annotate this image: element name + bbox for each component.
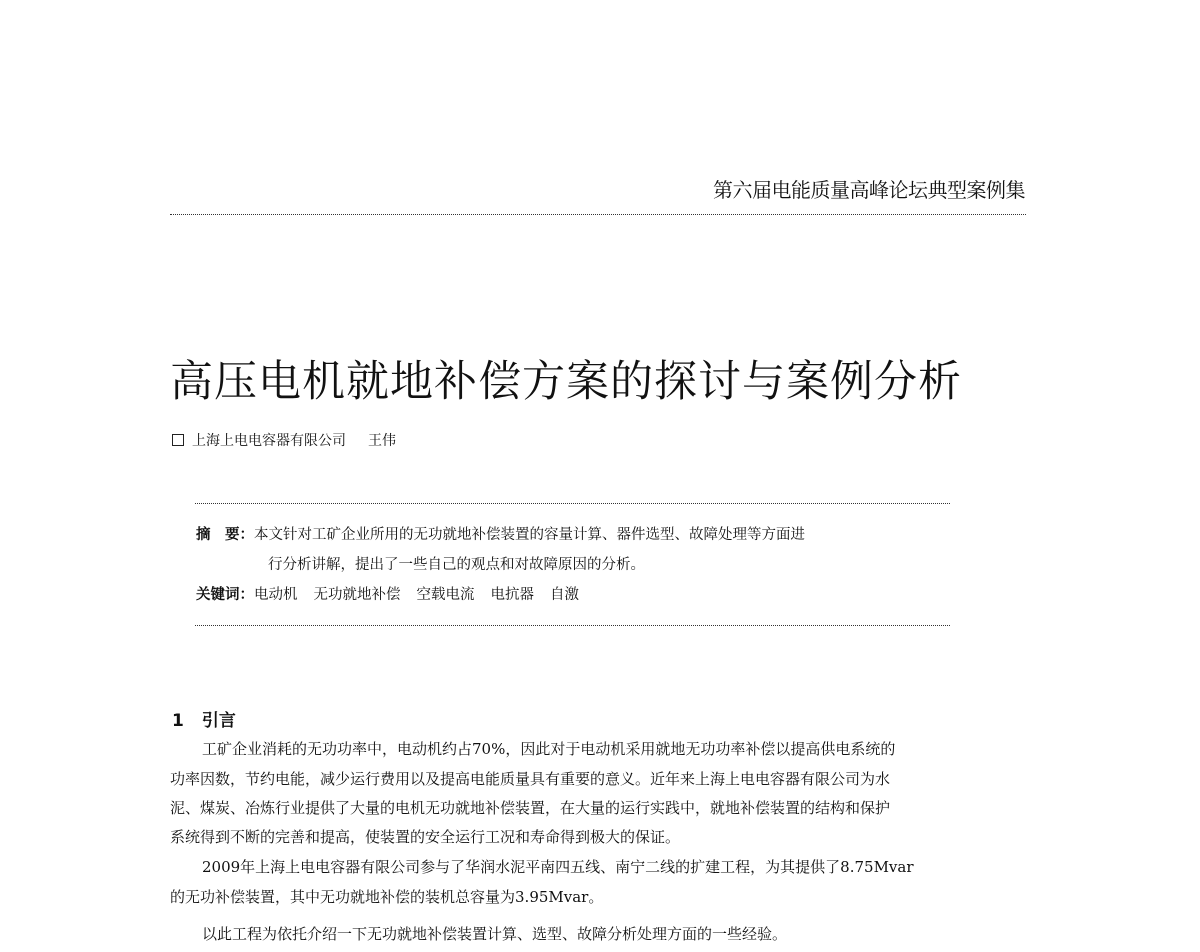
- keywords-label: 关键词：: [196, 587, 254, 603]
- abstract-line-1: [196, 523, 805, 544]
- author-affiliation: 上海上电电容器有限公司: [192, 433, 346, 449]
- body-line: 以此工程为依托介绍一下无功就地补偿装置计算、选型、故障分析处理方面的一些经验。: [202, 925, 788, 943]
- header-divider: [170, 214, 1026, 215]
- body-line: 2009年上海上电电容器有限公司参与了华润水泥平南四五线、南宁二线的扩建工程，为其提供了8.75Mvar: [202, 858, 914, 876]
- author-name: 王伟: [368, 433, 396, 449]
- abstract-text: 本文针对工矿企业所用的无功就地补偿装置的容量计算、器件选型、故障处理等方面进: [254, 527, 805, 543]
- body-line: 系统得到不断的完善和提高，使装置的安全运行工况和寿命得到极大的保证。: [170, 828, 681, 846]
- body-line: 工矿企业消耗的无功功率中，电动机约占70%，因此对于电动机采用就地无功功率补偿以提高供电系统的: [202, 740, 896, 758]
- author-line: [172, 430, 396, 450]
- abstract-top-divider: [195, 503, 950, 504]
- abstract-label: 摘 要：: [196, 527, 254, 543]
- abstract-line-2: 行分析讲解，提出了一些自己的观点和对故障原因的分析。: [268, 557, 645, 573]
- keyword: 无功就地补偿: [313, 587, 401, 603]
- keywords-line: [196, 583, 595, 604]
- keyword: 自激: [550, 587, 579, 603]
- abstract-bottom-divider: [195, 625, 950, 626]
- keyword: 电抗器: [490, 587, 534, 603]
- square-bullet-icon: [172, 434, 184, 446]
- keyword: 空载电流: [416, 587, 475, 603]
- page-title: 高压电机就地补偿方案的探讨与案例分析: [170, 357, 962, 407]
- section-number: 1: [172, 711, 184, 731]
- body-line: 的无功补偿装置，其中无功就地补偿的装机总容量为3.95Mvar。: [170, 888, 604, 906]
- running-header: 第六届电能质量高峰论坛典型案例集: [713, 178, 1025, 202]
- body-line: 功率因数，节约电能，减少运行费用以及提高电能质量具有重要的意义。近年来上海上电电容器有限公司为水: [170, 770, 891, 788]
- keyword: 电动机: [254, 587, 298, 603]
- section-title: 引言: [201, 711, 236, 731]
- section-heading: [172, 706, 236, 731]
- body-line: 泥、煤炭、冶炼行业提供了大量的电机无功就地补偿装置，在大量的运行实践中，就地补偿装置的结构和保护: [170, 799, 891, 817]
